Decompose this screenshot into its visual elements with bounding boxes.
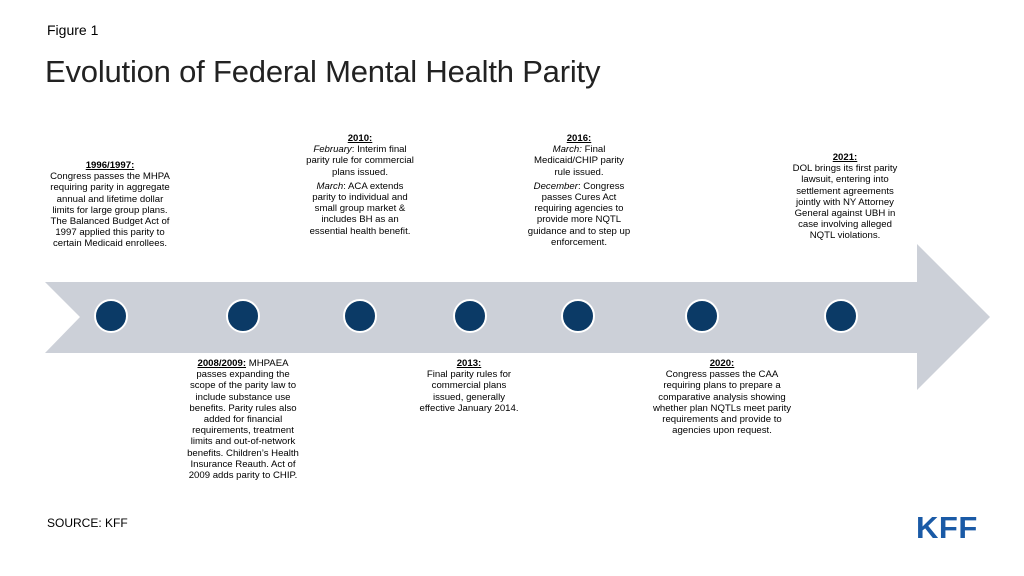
timeline-marker-2008 <box>226 299 260 333</box>
event-paragraph <box>525 181 633 248</box>
event-paragraph <box>304 181 416 237</box>
event-text: : Congress passes Cures Act requiring agencies to provide more NQTL guidance and to step up enforcement. <box>527 180 631 248</box>
event-text: : ACA extends parity to individual and small group market & includes BH as an essential health benefit. <box>309 180 411 237</box>
event-text: MHPAEA passes expanding the scope of the parity law to include substance use benefits. Parity rules also added for financial requirements, treatment limits and out-of-network benefits. Children’s Health Insurance Reauth. Act of 2009 adds parity to CHIP. <box>187 358 299 482</box>
event-2020 <box>648 358 796 436</box>
timeline-marker-2013 <box>453 299 487 333</box>
event-text: DOL brings its first parity lawsuit, entering into settlement agreements jointly with NY Attorney General against UBH in case involving alleged NQTL violations. <box>792 163 898 242</box>
event-year: 2016: <box>566 133 592 144</box>
event-year: 2008/2009: <box>197 358 247 369</box>
figure-label: Figure 1 <box>47 22 99 38</box>
event-2013 <box>419 358 519 414</box>
timeline-marker-2020 <box>685 299 719 333</box>
event-lead: March <box>316 180 344 192</box>
event-text: Final parity rules for commercial plans issued, generally effective January 2014. <box>419 369 519 414</box>
kff-logo: KFF <box>916 510 978 545</box>
event-text: Final Medicaid/CHIP parity rule issued. <box>534 144 624 178</box>
event-2008 <box>184 358 302 481</box>
event-text: Congress passes the CAA requiring plans to prepare a comparative analysis showing whether plan NQTLs meet parity requirements and provide to agencies upon request. <box>652 369 792 437</box>
event-year: 1996/1997: <box>85 160 135 171</box>
event-text: : Interim final parity rule for commercial plans issued. <box>306 144 414 178</box>
timeline-marker-1996 <box>94 299 128 333</box>
event-text: Congress passes the MHPA requiring parity in aggregate annual and lifetime dollar limits for large group plans. The Balanced Budget Act of 1997 applied this parity to certain Medicaid enrollees. <box>50 171 170 250</box>
event-lead: February <box>313 144 352 156</box>
timeline-marker-2010 <box>343 299 377 333</box>
event-1996 <box>50 160 170 250</box>
page-title: Evolution of Federal Mental Health Parity <box>45 54 601 89</box>
event-lead: March: <box>552 144 582 156</box>
event-paragraph <box>525 144 633 178</box>
timeline-marker-2016 <box>561 299 595 333</box>
event-year: 2020: <box>709 358 735 369</box>
event-2021 <box>790 152 900 242</box>
timeline-marker-2021 <box>824 299 858 333</box>
event-year: 2010: <box>347 133 373 144</box>
event-lead: December <box>533 180 578 192</box>
event-year: 2021: <box>832 152 858 163</box>
source-note: SOURCE: KFF <box>47 516 128 530</box>
event-year: 2013: <box>456 358 482 369</box>
event-paragraph <box>304 144 416 178</box>
event-2016 <box>525 133 633 248</box>
event-2010 <box>304 133 416 237</box>
